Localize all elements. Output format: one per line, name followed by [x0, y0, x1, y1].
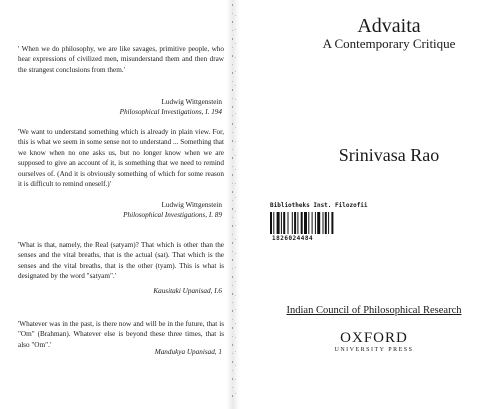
quote-2-source: Philosophical Investigations, I. 89	[123, 211, 222, 219]
book-subtitle: A Contemporary Critique	[322, 36, 456, 51]
imprint-oxford: OXFORD	[340, 330, 408, 346]
quote-4-source: Mandukya Upanisad, 1	[154, 348, 222, 356]
quote-1-source: Philosophical Investigations, I. 194	[119, 108, 222, 116]
quote-2-text: 'We want to understand something which is already in plain view. For, this is what we seem in some sense not to understand ... Something that we know when no one asks us, but no longer know when we are supposed to give an account of it, is something that we need to remind ourselves of. (And it is obviously something of which for some reason it is difficult to remind oneself.)'	[18, 128, 224, 189]
book-title: Advaita	[357, 15, 421, 37]
right-page	[238, 0, 500, 409]
quote-3-source: Kausitaki Upanisad, I.6	[153, 287, 222, 295]
quote-1-author: Ludwig Wittgenstein	[161, 98, 222, 106]
publisher-name: Indian Council of Philosophical Research	[286, 305, 462, 316]
library-stamp: Bibliotheks Inst. Filozofii	[270, 202, 368, 209]
quote-4-text: 'Whatever was in the past, is there now and will be in the future, that is "Om" (Brahman). Whatever else is beyond these three times, that is also "Om".'	[18, 320, 224, 349]
barcode-number: 1826024484	[272, 235, 314, 242]
left-page	[0, 0, 228, 409]
barcode-image	[270, 212, 336, 234]
quote-1-text: ' When we do philosophy, we are like savages, primitive people, who hear expressions of civilized men, misunderstand them and then draw the strangest conclusions from them.'	[18, 45, 224, 74]
imprint-university-press: UNIVERSITY PRESS	[334, 347, 414, 353]
quote-3-text: 'What is that, namely, the Real (satyam)? That which is other than the senses and the vital breaths, that is the actual (sat). That which is the senses and the vital breaths, that is the other (tyam). This is what is designated by the word "satyam".'	[18, 241, 224, 281]
book-author: Srinivasa Rao	[338, 145, 440, 165]
quote-2-author: Ludwig Wittgenstein	[161, 201, 222, 209]
